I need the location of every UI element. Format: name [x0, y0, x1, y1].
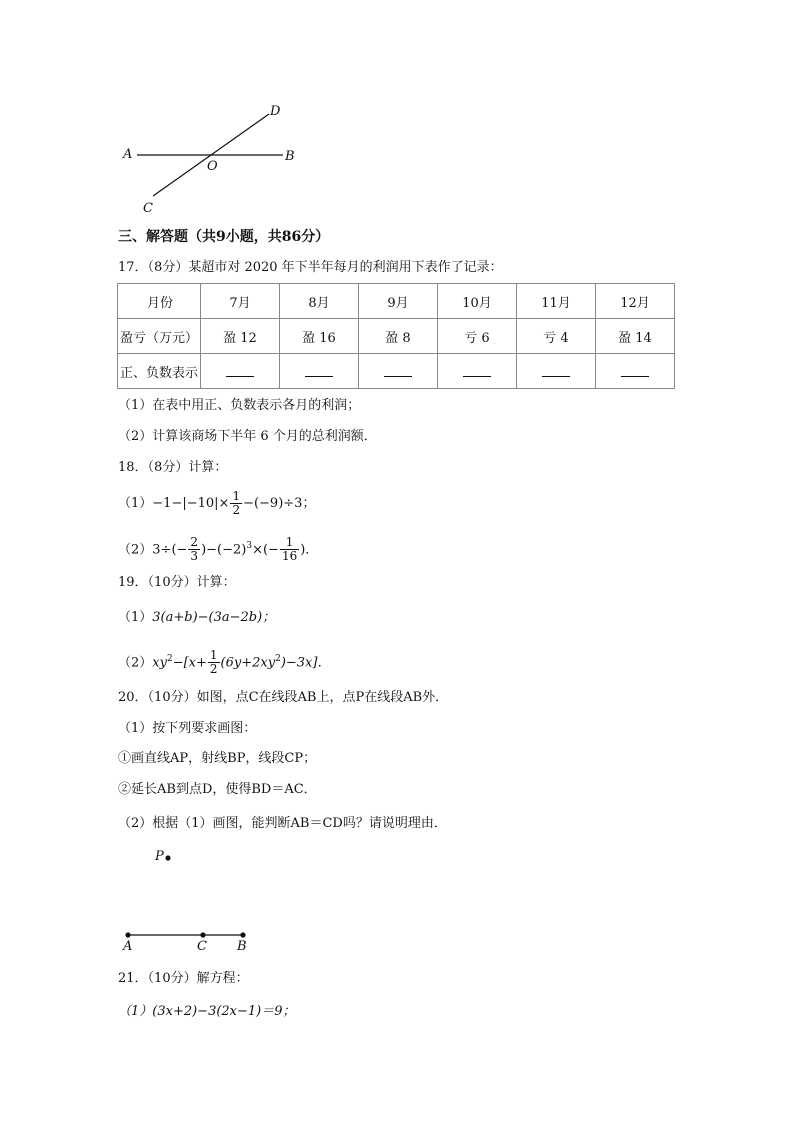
point-b — [240, 932, 245, 937]
q19-stem: 19．（10分）计算： — [118, 575, 236, 590]
q17-part2: （2）计算该商场下半年 6 个月的总利润额． — [118, 429, 377, 444]
table-cell: 亏 4 — [517, 319, 596, 354]
table-cell: 12月 — [596, 284, 675, 319]
table-cell: 7月 — [201, 284, 280, 319]
profit-table — [117, 283, 675, 389]
table-cell: 亏 6 — [438, 319, 517, 354]
answer-blank[interactable] — [438, 354, 517, 389]
q20-part1: （1）按下列要求画图： — [118, 721, 257, 736]
q20-part2: （2）根据（1）画图，能判断AB＝CD吗？请说明理由． — [118, 816, 447, 831]
point-c — [200, 932, 205, 937]
label-d: D — [270, 104, 281, 119]
table-cell: 盈 14 — [596, 319, 675, 354]
label-c: C — [143, 201, 153, 215]
answer-blank[interactable] — [517, 354, 596, 389]
fraction: $\frac{1}{2}$ — [232, 489, 241, 517]
table-cell: 11月 — [517, 284, 596, 319]
q17-stem: 17．（8分）某超市对 2020 年下半年每月的利润用下表作了记录： — [118, 260, 503, 275]
table-header-label: 月份 — [118, 284, 201, 319]
table-cell: 盈 16 — [280, 319, 359, 354]
table-row-label: 盈亏（万元） — [118, 319, 201, 354]
answer-blank[interactable] — [596, 354, 675, 389]
intersecting-lines-figure — [115, 100, 315, 215]
q19-part1: （1）3(a+b)−(3a−2b)； — [118, 610, 276, 625]
fraction: $\frac{1}{16}$ — [281, 535, 298, 564]
table-row-months — [118, 284, 675, 319]
table-row-label: 正、负数表示 — [118, 354, 201, 389]
q21-stem: 21．（10分）解方程： — [118, 971, 249, 986]
q20-item2: ②延长AB到点D，使得BD＝AC． — [118, 782, 317, 797]
fraction: $\frac{2}{3}$ — [190, 535, 199, 564]
label-b: B — [237, 939, 247, 954]
q21-part1: （1）(3x+2)−3(2x−1)＝9； — [118, 1004, 296, 1019]
table-cell: 盈 12 — [201, 319, 280, 354]
table-row-profit — [118, 319, 675, 354]
table-cell: 盈 8 — [359, 319, 438, 354]
label-c: C — [197, 939, 207, 954]
point-p — [165, 855, 170, 860]
answer-blank[interactable] — [280, 354, 359, 389]
label-a: A — [123, 939, 133, 954]
q18-part1: （1）−1−|−10|× $\frac{1}{2}$ −(−9)÷3； — [118, 489, 316, 517]
label-o: O — [207, 159, 218, 174]
point-a — [125, 932, 130, 937]
label-a: A — [123, 147, 133, 162]
fraction: $\frac{1}{2}$ — [209, 648, 218, 677]
q18-stem: 18．（8分）计算： — [118, 460, 228, 475]
q18-part2: （2）3÷(− $\frac{2}{3}$ )$-(-2)^3\times(-$ $\frac{1}{16}$ )． — [118, 535, 319, 564]
q17-part1: （1）在表中用正、负数表示各月的利润； — [118, 398, 361, 413]
q20-stem: 20．（10分）如图，点C在线段AB上，点P在线段AB外． — [118, 690, 449, 705]
segment-figure — [115, 840, 275, 955]
q19-part2: $(2)xy^2-[x+$ $\frac{1}{2}$ $(6y+2xy^2)-3x$]． — [118, 648, 331, 677]
table-row-signed — [118, 354, 675, 389]
label-p: P — [155, 849, 164, 864]
table-cell: 9月 — [359, 284, 438, 319]
label-b: B — [285, 149, 295, 164]
table-cell: 8月 — [280, 284, 359, 319]
table-cell: 10月 — [438, 284, 517, 319]
answer-blank[interactable] — [201, 354, 280, 389]
section-title: 三、解答题（共9小题，共86分） — [118, 229, 330, 245]
answer-blank[interactable] — [359, 354, 438, 389]
q20-item1: ①画直线AP，射线BP，线段CP； — [118, 751, 317, 766]
